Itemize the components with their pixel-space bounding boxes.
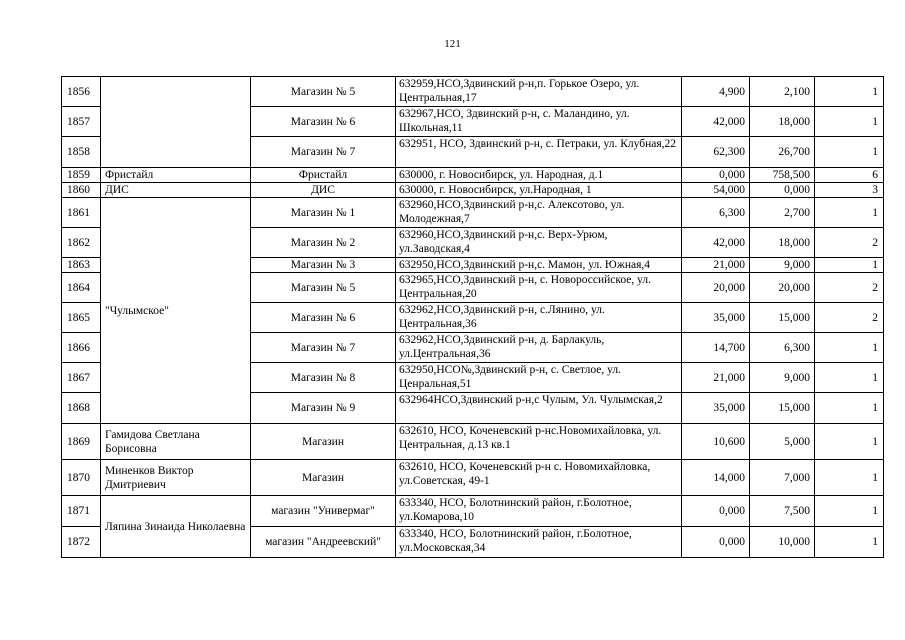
value-2: 7,000 (750, 460, 815, 496)
shops-table (61, 76, 884, 558)
row-number: 1861 (62, 198, 101, 228)
address: 632960,НСО,Здвинский р-н,с. Алексотово, ул. Молодежная,7 (396, 198, 682, 228)
value-1: 0,000 (682, 527, 750, 558)
value-2: 9,000 (750, 258, 815, 273)
shop-name: Магазин № 6 (251, 303, 396, 333)
row-number: 1860 (62, 183, 101, 198)
value-1: 10,600 (682, 424, 750, 460)
address: 632964НСО,Здвинский р-н,с Чулым, Ул. Чулымская,2 (396, 393, 682, 424)
organization-name: ДИС (101, 183, 251, 198)
value-1: 14,700 (682, 333, 750, 363)
value-2: 18,000 (750, 107, 815, 137)
shop-name: Магазин № 7 (251, 137, 396, 168)
value-2: 10,000 (750, 527, 815, 558)
address: 632950,НСО,Здвинский р-н,с. Мамон, ул. Южная,4 (396, 258, 682, 273)
address: 632962,НСО,Здвинский р-н, д. Барлакуль, ул.Центральная,36 (396, 333, 682, 363)
organization-cell (101, 77, 251, 168)
value-1: 21,000 (682, 258, 750, 273)
value-1: 62,300 (682, 137, 750, 168)
shop-name: Магазин (251, 460, 396, 496)
row-number: 1870 (62, 460, 101, 496)
address: 632610, НСО, Коченевский р-нс.Новомихайловка, ул. Центральная, д.13 кв.1 (396, 424, 682, 460)
shop-name: Магазин № 1 (251, 198, 396, 228)
value-2: 26,700 (750, 137, 815, 168)
address: 632951, НСО, Здвинский р-н, с. Петраки, ул. Клубная,22 (396, 137, 682, 168)
shop-name: магазин "Универмаг" (251, 496, 396, 527)
value-2: 6,300 (750, 333, 815, 363)
value-1: 35,000 (682, 303, 750, 333)
organization-name: Миненков Виктор Дмитриевич (101, 460, 251, 496)
value-3: 2 (815, 273, 884, 303)
value-2: 7,500 (750, 496, 815, 527)
value-1: 21,000 (682, 363, 750, 393)
row-number: 1865 (62, 303, 101, 333)
value-2: 20,000 (750, 273, 815, 303)
value-1: 42,000 (682, 107, 750, 137)
address: 632959,НСО,Здвинский р-н,п. Горькое Озеро, ул. Центральная,17 (396, 77, 682, 107)
table-row (62, 77, 884, 107)
value-3: 6 (815, 168, 884, 183)
organization-name: Фристайл (101, 168, 251, 183)
value-1: 0,000 (682, 496, 750, 527)
row-number: 1862 (62, 228, 101, 258)
address: 633340, НСО, Болотнинский район, г.Болотное, ул.Комарова,10 (396, 496, 682, 527)
row-number: 1868 (62, 393, 101, 424)
shop-name: Магазин № 6 (251, 107, 396, 137)
value-3: 1 (815, 460, 884, 496)
page-number: 121 (444, 38, 461, 50)
table-row (62, 424, 884, 460)
shop-name: Магазин № 5 (251, 77, 396, 107)
shop-name: ДИС (251, 183, 396, 198)
row-number: 1856 (62, 77, 101, 107)
shop-name: Фристайл (251, 168, 396, 183)
address: 632962,НСО,Здвинский р-н, с.Лянино, ул. Центральная,36 (396, 303, 682, 333)
row-number: 1866 (62, 333, 101, 363)
value-3: 1 (815, 424, 884, 460)
value-1: 6,300 (682, 198, 750, 228)
value-1: 0,000 (682, 168, 750, 183)
address: 632610, НСО, Коченевский р-н с. Новомихайловка, ул.Советская, 49-1 (396, 460, 682, 496)
value-2: 5,000 (750, 424, 815, 460)
address: 632967,НСО, Здвинский р-н, с. Маландино, ул. Школьная,11 (396, 107, 682, 137)
value-2: 2,700 (750, 198, 815, 228)
value-3: 1 (815, 333, 884, 363)
shop-name: магазин "Андреевский" (251, 527, 396, 558)
table-row (62, 460, 884, 496)
shop-name: Магазин № 9 (251, 393, 396, 424)
shop-name: Магазин № 7 (251, 333, 396, 363)
value-1: 54,000 (682, 183, 750, 198)
value-3: 1 (815, 527, 884, 558)
value-1: 42,000 (682, 228, 750, 258)
value-1: 14,000 (682, 460, 750, 496)
value-1: 35,000 (682, 393, 750, 424)
address: 632950,НСО№,Здвинский р-н, с. Светлое, ул. Ценральная,51 (396, 363, 682, 393)
value-3: 1 (815, 77, 884, 107)
row-number: 1872 (62, 527, 101, 558)
value-2: 0,000 (750, 183, 815, 198)
row-number: 1859 (62, 168, 101, 183)
table-row (62, 496, 884, 527)
row-number: 1871 (62, 496, 101, 527)
row-number: 1863 (62, 258, 101, 273)
value-3: 1 (815, 107, 884, 137)
address: 633340, НСО, Болотнинский район, г.Болотное, ул.Московская,34 (396, 527, 682, 558)
value-1: 20,000 (682, 273, 750, 303)
value-2: 15,000 (750, 303, 815, 333)
shop-name: Магазин (251, 424, 396, 460)
shop-name: Магазин № 3 (251, 258, 396, 273)
value-3: 3 (815, 183, 884, 198)
value-3: 1 (815, 198, 884, 228)
value-1: 4,900 (682, 77, 750, 107)
address: 632960,НСО,Здвинский р-н,с. Верх-Урюм, ул.Заводская,4 (396, 228, 682, 258)
value-3: 1 (815, 363, 884, 393)
value-3: 1 (815, 496, 884, 527)
value-3: 2 (815, 303, 884, 333)
value-2: 2,100 (750, 77, 815, 107)
table-row (62, 198, 884, 228)
value-3: 2 (815, 228, 884, 258)
row-number: 1858 (62, 137, 101, 168)
row-number: 1864 (62, 273, 101, 303)
value-2: 15,000 (750, 393, 815, 424)
address: 632965,НСО,Здвинский р-н, с. Новороссийское, ул. Центральная,20 (396, 273, 682, 303)
value-2: 9,000 (750, 363, 815, 393)
organization-name: "Чулымское" (101, 198, 251, 424)
address: 630000, г. Новосибирск, ул. Народная, д.1 (396, 168, 682, 183)
shop-name: Магазин № 8 (251, 363, 396, 393)
organization-name: Ляпина Зинаида Николаевна (101, 496, 251, 558)
row-number: 1867 (62, 363, 101, 393)
address: 630000, г. Новосибирск, ул.Народная, 1 (396, 183, 682, 198)
shop-name: Магазин № 2 (251, 228, 396, 258)
value-3: 1 (815, 393, 884, 424)
value-2: 18,000 (750, 228, 815, 258)
value-3: 1 (815, 137, 884, 168)
table-row (62, 168, 884, 183)
table-row (62, 183, 884, 198)
row-number: 1857 (62, 107, 101, 137)
value-3: 1 (815, 258, 884, 273)
value-2: 758,500 (750, 168, 815, 183)
shop-name: Магазин № 5 (251, 273, 396, 303)
organization-name: Гамидова Светлана Борисовна (101, 424, 251, 460)
row-number: 1869 (62, 424, 101, 460)
